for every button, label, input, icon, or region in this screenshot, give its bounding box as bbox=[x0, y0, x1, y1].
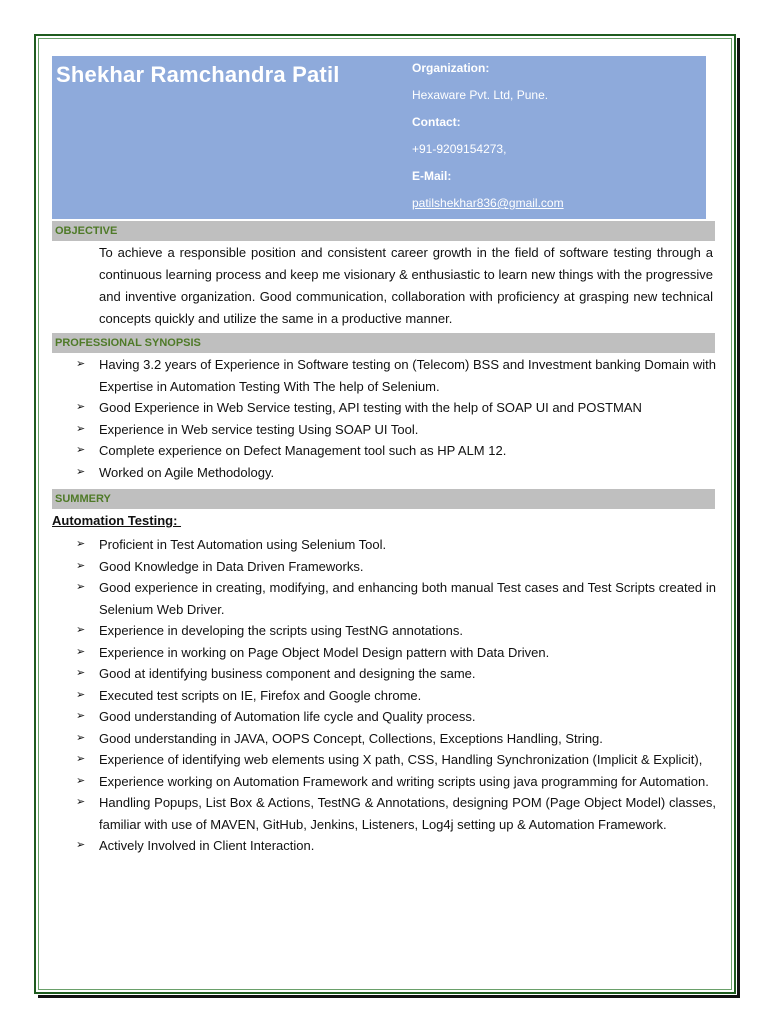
bullet-arrow-icon: ➢ bbox=[76, 422, 86, 435]
list-item-text: Good understanding of Automation life cycle and Quality process. bbox=[99, 709, 476, 724]
bullet-arrow-icon: ➢ bbox=[76, 839, 86, 851]
list-item bbox=[76, 685, 716, 707]
list-item-text: Good understanding in JAVA, OOPS Concept, Collections, Exceptions Handling, String. bbox=[99, 730, 603, 746]
bullet-arrow-icon: ➢ bbox=[76, 753, 86, 765]
list-item-text: Experience working on Automation Framework and writing scripts using java programming for Automation. bbox=[99, 773, 709, 789]
list-item-text: Actively Involved in Client Interaction. bbox=[99, 838, 315, 853]
bullet-arrow-icon: ➢ bbox=[76, 465, 86, 478]
section-title-synopsis: PROFESSIONAL SYNOPSIS bbox=[52, 333, 715, 353]
email-label: E-Mail: bbox=[412, 169, 452, 183]
list-item bbox=[76, 771, 716, 793]
list-item-text: Complete experience on Defect Management tool such as HP ALM 12. bbox=[99, 443, 507, 458]
bullet-arrow-icon: ➢ bbox=[76, 444, 86, 456]
email-link[interactable]: patilshekhar836@gmail.com bbox=[412, 196, 564, 210]
bullet-arrow-icon: ➢ bbox=[76, 581, 86, 593]
list-item-text: Proficient in Test Automation using Selenium Tool. bbox=[99, 537, 387, 552]
list-item-text: Handling Popups, List Box & Actions, TestNG & Annotations, designing POM (Page Object Model) classes, familiar with use of MAVEN, GitHub, Jenkins, Listeners, Log4j setting up & Automation Framework. bbox=[99, 795, 716, 832]
bullet-arrow-icon: ➢ bbox=[76, 796, 86, 808]
list-item bbox=[76, 706, 716, 728]
list-item-text: Good at identifying business component and designing the same. bbox=[99, 666, 476, 681]
candidate-name: Shekhar Ramchandra Patil bbox=[56, 62, 340, 87]
objective-text: To achieve a responsible position and consistent career growth in the field of software testing through a continuous learning process and keep me visionary & enthusiastic to learn new things with the progressive and inventive organization. Good communication, collaboration with proficiency at grasping new technical concepts quickly and utilize the same in a productive manner. bbox=[99, 245, 713, 326]
header-box bbox=[52, 56, 706, 219]
bullet-arrow-icon: ➢ bbox=[76, 559, 86, 572]
bullet-arrow-icon: ➢ bbox=[76, 688, 86, 701]
list-item bbox=[76, 577, 716, 620]
bullet-arrow-icon: ➢ bbox=[76, 358, 86, 370]
section-title-summery: SUMMERY bbox=[52, 489, 715, 509]
bullet-arrow-icon: ➢ bbox=[76, 774, 86, 787]
list-item-text: Executed test scripts on IE, Firefox and Google chrome. bbox=[99, 687, 422, 703]
list-item-text: Experience in developing the scripts using TestNG annotations. bbox=[99, 623, 463, 638]
list-item bbox=[76, 556, 716, 578]
list-item bbox=[76, 620, 716, 642]
list-item-text: Worked on Agile Methodology. bbox=[99, 464, 275, 480]
list-item bbox=[76, 835, 716, 857]
list-item bbox=[76, 792, 716, 835]
list-item-text: Experience in working on Page Object Model Design pattern with Data Driven. bbox=[99, 644, 550, 660]
list-item-text: Good experience in creating, modifying, and enhancing both manual Test cases and Test Scripts created in Selenium Web Driver. bbox=[99, 580, 716, 617]
organization-value: Hexaware Pvt. Ltd, Pune. bbox=[412, 88, 549, 102]
list-item-text: Experience of identifying web elements using X path, CSS, Handling Synchronization (Implicit & Explicit), bbox=[99, 752, 703, 767]
list-item bbox=[76, 397, 716, 419]
list-item-text: Experience in Web service testing Using SOAP UI Tool. bbox=[99, 421, 419, 437]
subheading-automation-testing: Automation Testing: bbox=[52, 513, 182, 528]
contact-label: Contact: bbox=[412, 115, 461, 129]
bullet-arrow-icon: ➢ bbox=[76, 731, 86, 744]
list-item bbox=[76, 642, 716, 664]
list-item bbox=[76, 440, 716, 462]
contact-block bbox=[412, 56, 702, 218]
bullet-arrow-icon: ➢ bbox=[76, 538, 86, 550]
list-item bbox=[76, 462, 716, 484]
bullet-arrow-icon: ➢ bbox=[76, 645, 86, 658]
section-title-objective: OBJECTIVE bbox=[52, 221, 715, 241]
list-item bbox=[76, 419, 716, 441]
list-item bbox=[76, 749, 716, 771]
list-item bbox=[76, 728, 716, 750]
organization-label: Organization: bbox=[412, 61, 490, 75]
bullet-arrow-icon: ➢ bbox=[76, 710, 86, 722]
bullet-arrow-icon: ➢ bbox=[76, 624, 86, 636]
list-item bbox=[76, 354, 716, 397]
bullet-arrow-icon: ➢ bbox=[76, 401, 86, 413]
list-item-text: Having 3.2 years of Experience in Software testing on (Telecom) BSS and Investment banking Domain with Expertise in Automation Testing With The help of Selenium. bbox=[99, 357, 716, 394]
list-item bbox=[76, 534, 716, 556]
synopsis-list bbox=[76, 354, 716, 483]
list-item-text: Good Experience in Web Service testing, API testing with the help of SOAP UI and POSTMAN bbox=[99, 400, 642, 415]
bullet-arrow-icon: ➢ bbox=[76, 667, 86, 679]
summery-list bbox=[76, 534, 716, 857]
list-item-text: Good Knowledge in Data Driven Frameworks. bbox=[99, 558, 364, 574]
phone-value: +91-9209154273, bbox=[412, 142, 507, 156]
list-item bbox=[76, 663, 716, 685]
